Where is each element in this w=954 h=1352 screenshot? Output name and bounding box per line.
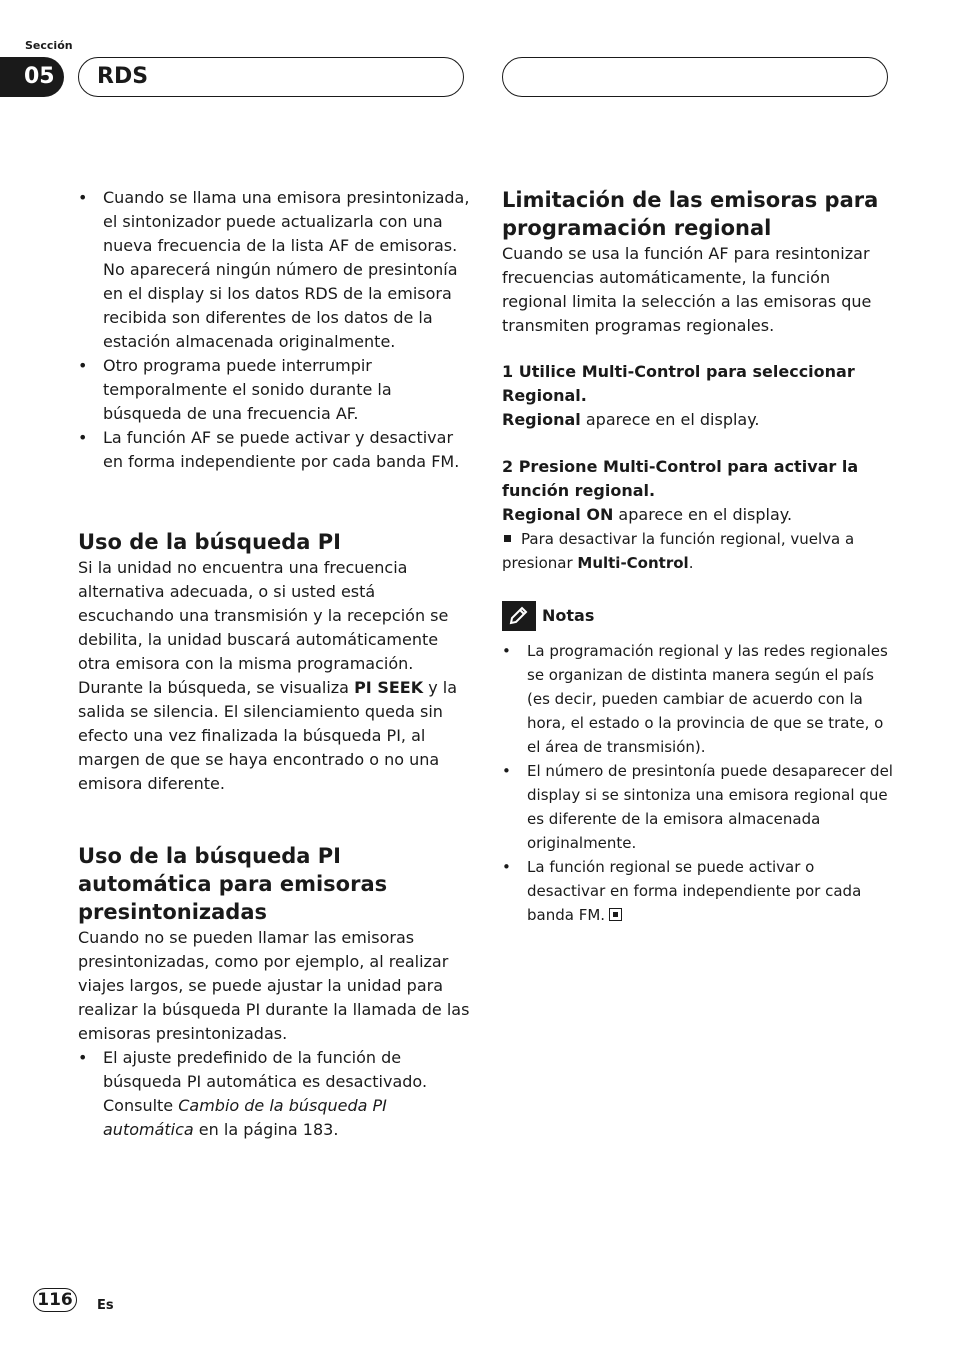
left-column: [78, 186, 470, 1142]
section-heading-regional: Limitación de las emisoras para programación regional: [502, 188, 879, 240]
right-column: [502, 186, 894, 927]
auto-pi-paragraph: Cuando no se pueden llamar las emisoras presintonizadas, como por ejemplo, al realizar viajes largos, se puede ajustar la unidad para realizar la búsqueda PI durante la llamada de las emisoras presintonizadas.: [78, 928, 470, 1043]
step-2-result: Regional ON aparece en el display.: [502, 505, 793, 524]
chapter-title: RDS: [78, 57, 464, 97]
header-empty-pill: [502, 57, 888, 97]
cross-reference: Cambio de la búsqueda PI automática: [103, 1096, 387, 1139]
list-item: • Cuando se llama una emisora presintonizada, el sintonizador puede actualizarla con una nueva frecuencia de la lista AF de emisoras. No aparecerá ningún número de presintonía en el display si los datos RDS de la emisora recibida son diferentes de los datos de la estación almacenada originalmente.: [78, 186, 470, 354]
step-2-tip: Para desactivar la función regional, vuelva a presionar Multi-Control.: [502, 530, 855, 572]
end-of-section-icon: [609, 908, 622, 921]
language-code: Es: [97, 1298, 114, 1313]
notes-list: [502, 639, 894, 927]
auto-pi-bullet-list: [78, 1046, 470, 1142]
list-item: • Otro programa puede interrumpir temporalmente el sonido durante la búsqueda de una frecuencia AF.: [78, 354, 470, 426]
list-item: • La función regional se puede activar o desactivar en forma independiente por cada banda FM.: [502, 855, 894, 927]
pi-search-paragraph: Si la unidad no encuentra una frecuencia alternativa adecuada, o si usted está escuchando una transmisión y la recepción se debilita, la unidad buscará automáticamente otra emisora con la misma programación. Durante la búsqueda, se visualiza PI SEEK y la salida se silencia. El silenciamiento queda sin efecto una vez finalizada la búsqueda PI, al margen de que se haya encontrado o no una emisora diferente.: [78, 558, 457, 793]
section-number-badge: 05: [0, 57, 64, 97]
section-heading-auto-pi: Uso de la búsqueda PI automática para emisoras presintonizadas: [78, 844, 388, 924]
page-number: 116: [33, 1288, 77, 1312]
intro-bullet-list: [78, 186, 470, 474]
tip-square-icon: [504, 535, 511, 542]
pencil-icon: [502, 601, 536, 631]
list-item: • La función AF se puede activar y desactivar en forma independiente por cada banda FM.: [78, 426, 470, 474]
list-item: • La programación regional y las redes regionales se organizan de distinta manera según el país (es decir, pueden cambiar de acuerdo con la hora, el estado o la provincia de que se trate, o el área de transmisión).: [502, 639, 894, 759]
notes-heading: Notas: [502, 601, 894, 631]
list-item: • El ajuste predefinido de la función de búsqueda PI automática es desactivado. Consulte Cambio de la búsqueda PI automática en la página 183.: [78, 1046, 470, 1142]
step-1-result: Regional aparece en el display.: [502, 410, 760, 429]
section-label: Sección: [25, 39, 73, 52]
pi-seek-label: PI SEEK: [354, 678, 424, 697]
regional-intro-paragraph: Cuando se usa la función AF para resintonizar frecuencias automáticamente, la función regional limita la selección a las emisoras que transmiten programas regionales.: [502, 244, 872, 335]
step-1-title: 1 Utilice Multi-Control para seleccionar Regional.: [502, 362, 855, 405]
list-item: • El número de presintonía puede desaparecer del display si se sintoniza una emisora regional que es diferente de la emisora almacenada originalmente.: [502, 759, 894, 855]
step-2-title: 2 Presione Multi-Control para activar la función regional.: [502, 457, 859, 500]
section-heading-pi-search: Uso de la búsqueda PI: [78, 530, 341, 554]
